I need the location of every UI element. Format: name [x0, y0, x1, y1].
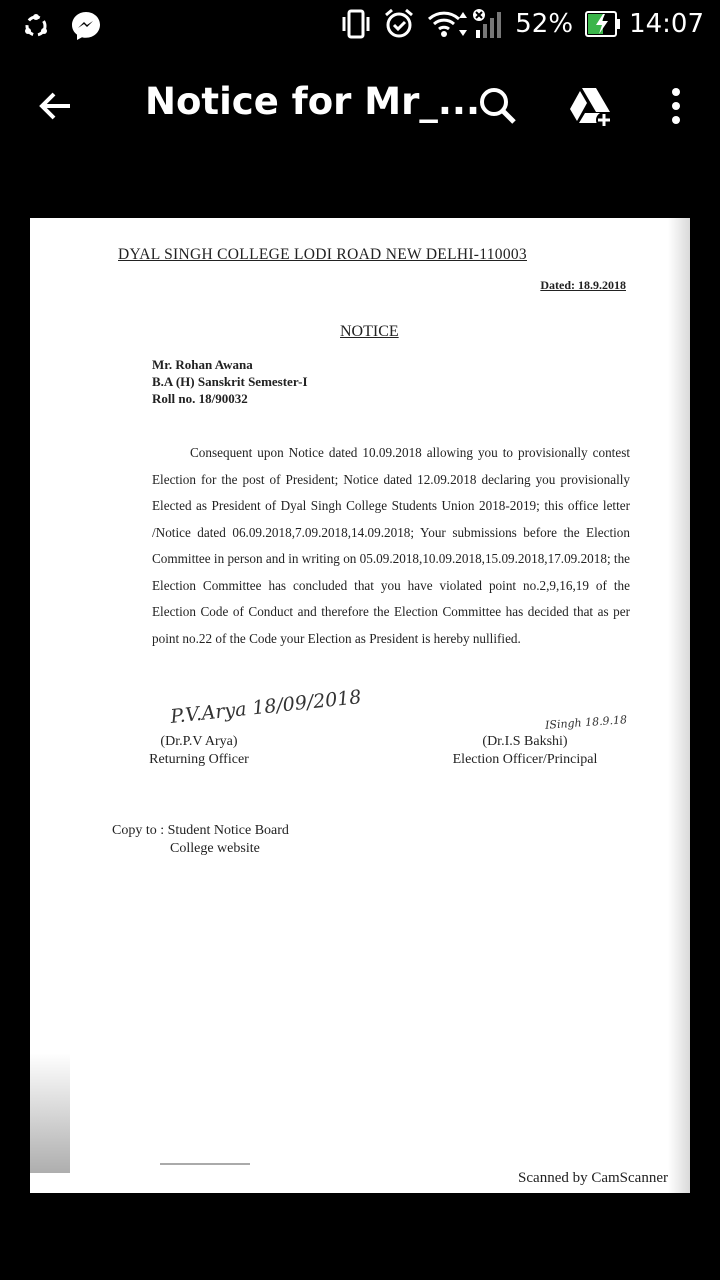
returning-officer-name: (Dr.P.V Arya) [160, 734, 238, 749]
election-officer-title: Election Officer/Principal [452, 752, 598, 767]
election-officer-block [440, 733, 610, 769]
drive-add-icon[interactable] [566, 82, 614, 130]
addressee-block [152, 356, 308, 407]
notice-body: Consequent upon Notice dated 10.09.2018 allowing you to provisionally contest Election for the post of President; Notice dated 12.09.2018 declaring you provisionally Elected as President of Dyal Singh College Students Union 2018-2019; this office letter /Notice dated 06.09.2018,7.09.2018,14.09.2018; Your submissions before the Election Committee in person and in writing on 05.09.2018,10.09.2018,15.09.2018,17.09.2018; the Election Committee has concluded that you have violated point no.2,9,16,19 of the Election Code of Conduct and therefore the Election Committee has decided that as per point no.22 of the Code your Election as President is hereby nullified. [152, 445, 631, 646]
addressee-course: B.A (H) Sanskrit Semester-I [152, 374, 308, 389]
returning-officer-title: Returning Officer [149, 752, 249, 767]
wifi-icon [427, 8, 459, 40]
notice-date: Dated: 18.9.2018 [540, 278, 626, 292]
more-vert-icon[interactable] [656, 82, 704, 130]
search-icon[interactable] [474, 82, 522, 130]
signature-bakshi: ISingh 18.9.18 [544, 713, 628, 732]
signature-arya: P.V.Arya 18/09/2018 [169, 686, 363, 728]
clock: 14:07 [629, 9, 704, 39]
signal-icon [471, 8, 503, 40]
vibrate-icon [339, 8, 371, 40]
battery-percent: 52% [515, 9, 574, 39]
notice-title: NOTICE [340, 323, 399, 340]
sync-icon [20, 10, 52, 42]
scanner-watermark: Scanned by CamScanner [518, 1170, 668, 1186]
status-bar [0, 0, 720, 52]
copy-to-line-1: Copy to : Student Notice Board [112, 823, 289, 838]
addressee-roll: Roll no. 18/90032 [152, 391, 248, 406]
college-heading: DYAL SINGH COLLEGE LODI ROAD NEW DELHI-110003 [118, 246, 527, 263]
copy-to-line-2: College website [170, 841, 260, 856]
addressee-name: Mr. Rohan Awana [152, 357, 253, 372]
copy-to-block [112, 822, 289, 858]
battery-charging-icon [585, 8, 617, 40]
app-bar [0, 62, 720, 152]
messenger-icon [70, 10, 102, 42]
document-page[interactable] [30, 218, 690, 1193]
election-officer-name: (Dr.I.S Bakshi) [482, 734, 568, 749]
back-arrow-icon[interactable] [34, 84, 78, 128]
alarm-icon [383, 8, 415, 40]
returning-officer-block [134, 733, 264, 769]
document-title: Notice for Mr_... [145, 80, 481, 123]
